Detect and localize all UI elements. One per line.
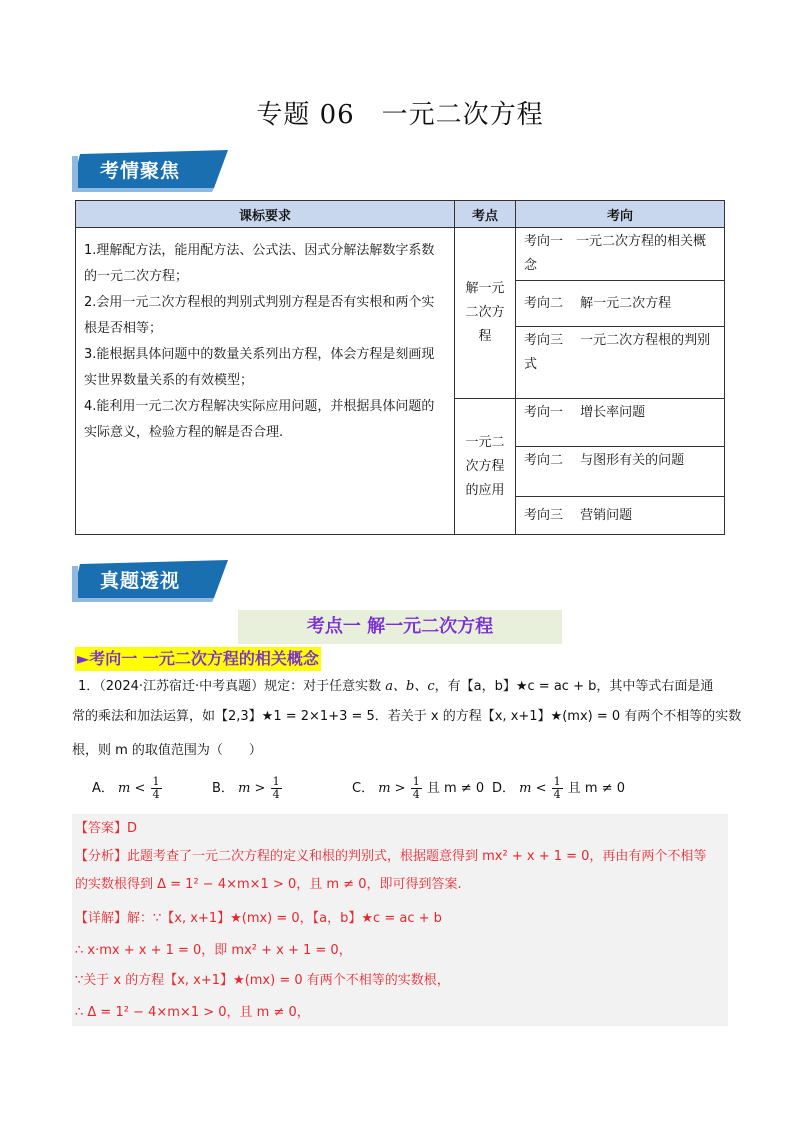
option-label: D． (492, 781, 516, 796)
question-line-2: 常的乘法和加法运算，如【2,3】★1 = 2×1+3 = 5．若关于 x 的方程【x, x+1】★(mx) = 0 有两个不相等的实数 (72, 709, 742, 724)
frac-num: 1 (553, 775, 561, 788)
standards-table (75, 200, 725, 535)
direction-cell: 考向一 一元二次方程的相关概念 (516, 228, 725, 281)
requirement-item: 1.理解配方法，能用配方法、公式法、因式分解法解数字系数的一元二次方程； (84, 243, 435, 284)
detail-label: 【详解】 (75, 911, 128, 926)
question-text: ，有【a，b】★c = ac + b，其中等式右面是通 (434, 679, 714, 694)
frac-num: 1 (152, 775, 160, 788)
option-label: A． (92, 781, 114, 796)
detail-line-2: ∴ x·mx + x + 1 = 0，即 mx² + x + 1 = 0， (75, 943, 352, 958)
option-d[interactable] (492, 776, 625, 801)
option-a[interactable] (92, 776, 163, 801)
option-label: B． (212, 781, 234, 796)
direction-cell: 考向三 一元二次方程根的判别式 (516, 327, 725, 399)
frac-num: 1 (412, 775, 420, 788)
detail-line-1 (75, 908, 735, 930)
question-number: 1． (78, 679, 100, 694)
question-source: （2024·江苏宿迁·中考真题） (99, 679, 265, 694)
header-kaodian: 考点 (455, 201, 516, 228)
banner-focus-label: 考情聚焦 (100, 160, 181, 182)
option-lhs: m < (118, 781, 146, 796)
requirement-item: 4.能利用一元二次方程解决实际应用问题，并根据具体问题的实际意义，检验方程的解是否合理. (84, 399, 435, 440)
answer-line (75, 818, 137, 840)
frac-den: 4 (553, 788, 561, 801)
option-lhs: m > (378, 781, 406, 796)
kaodian-label-2: 一元二次方程的应用 (465, 434, 505, 498)
detail-text: 解：∵【x, x+1】★(mx) = 0，【a，b】★c = ac + b (127, 911, 442, 926)
frac-den: 4 (152, 788, 160, 801)
frac-den: 4 (272, 788, 280, 801)
option-lhs: m > (238, 781, 266, 796)
option-extra: 且 m ≠ 0 (426, 781, 485, 796)
requirement-item: 2.会用一元二次方程根的判别式判别方程是否有实根和两个实根是否相等； (84, 295, 435, 336)
kaodian-cell-2 (455, 399, 516, 535)
option-label: C． (352, 781, 375, 796)
question-text: 规定：对于任意实数 (264, 679, 382, 694)
detail-line-3: ∵关于 x 的方程【x, x+1】★(mx) = 0 有两个不相等的实数根， (75, 973, 450, 988)
option-b[interactable] (212, 776, 283, 801)
analysis-line-1 (75, 846, 735, 868)
analysis-text: 此题考查了一元二次方程的定义和根的判别式，根据题意得到 mx² + x + 1 = 0，再由有两个不相等 (127, 849, 707, 864)
kaoxiang-heading: ►考向一 一元二次方程的相关概念 (75, 647, 321, 671)
direction-cell: 考向一 增长率问题 (516, 399, 725, 447)
section-banner-focus (72, 148, 232, 188)
answer-label: 【答案】 (75, 821, 128, 836)
answer-value: D (127, 821, 138, 836)
detail-line-4: ∴ Δ = 1² − 4×m×1 > 0，且 m ≠ 0， (75, 1005, 310, 1020)
requirements-cell (76, 228, 455, 535)
option-lhs: m < (519, 781, 547, 796)
option-c[interactable] (352, 776, 484, 801)
requirement-item: 3.能根据具体问题中的数量关系列出方程，体会方程是刻画现实世界数量关系的有效模型； (84, 347, 435, 388)
banner-exam-label: 真题透视 (100, 570, 181, 592)
section-banner-exam (72, 558, 232, 598)
direction-cell: 考向二 解一元二次方程 (516, 281, 725, 327)
question-line-1 (78, 676, 738, 698)
direction-cell: 考向三 营销问题 (516, 497, 725, 535)
table-header-row (76, 201, 725, 228)
direction-cell: 考向二 与图形有关的问题 (516, 447, 725, 497)
frac-num: 1 (272, 775, 280, 788)
question-variables: a、b、c (385, 679, 435, 694)
analysis-label: 【分析】 (75, 849, 128, 864)
analysis-line-2: 的实数根得到 Δ = 1² − 4×m×1 > 0，且 m ≠ 0，即可得到答案. (75, 877, 462, 892)
header-kaoxiang: 考向 (516, 201, 725, 228)
kaodian-label-1: 解一元二次方程 (465, 281, 505, 344)
kaodian-heading: 考点一 解一元二次方程 (238, 610, 562, 644)
question-line-3: 根，则 m 的取值范围为（ ） (72, 743, 262, 758)
frac-den: 4 (412, 788, 420, 801)
page-title: 专题 06 一元二次方程 (256, 100, 544, 130)
header-requirements: 课标要求 (76, 201, 455, 228)
option-extra: 且 m ≠ 0 (567, 781, 626, 796)
kaodian-cell-1 (455, 228, 516, 399)
